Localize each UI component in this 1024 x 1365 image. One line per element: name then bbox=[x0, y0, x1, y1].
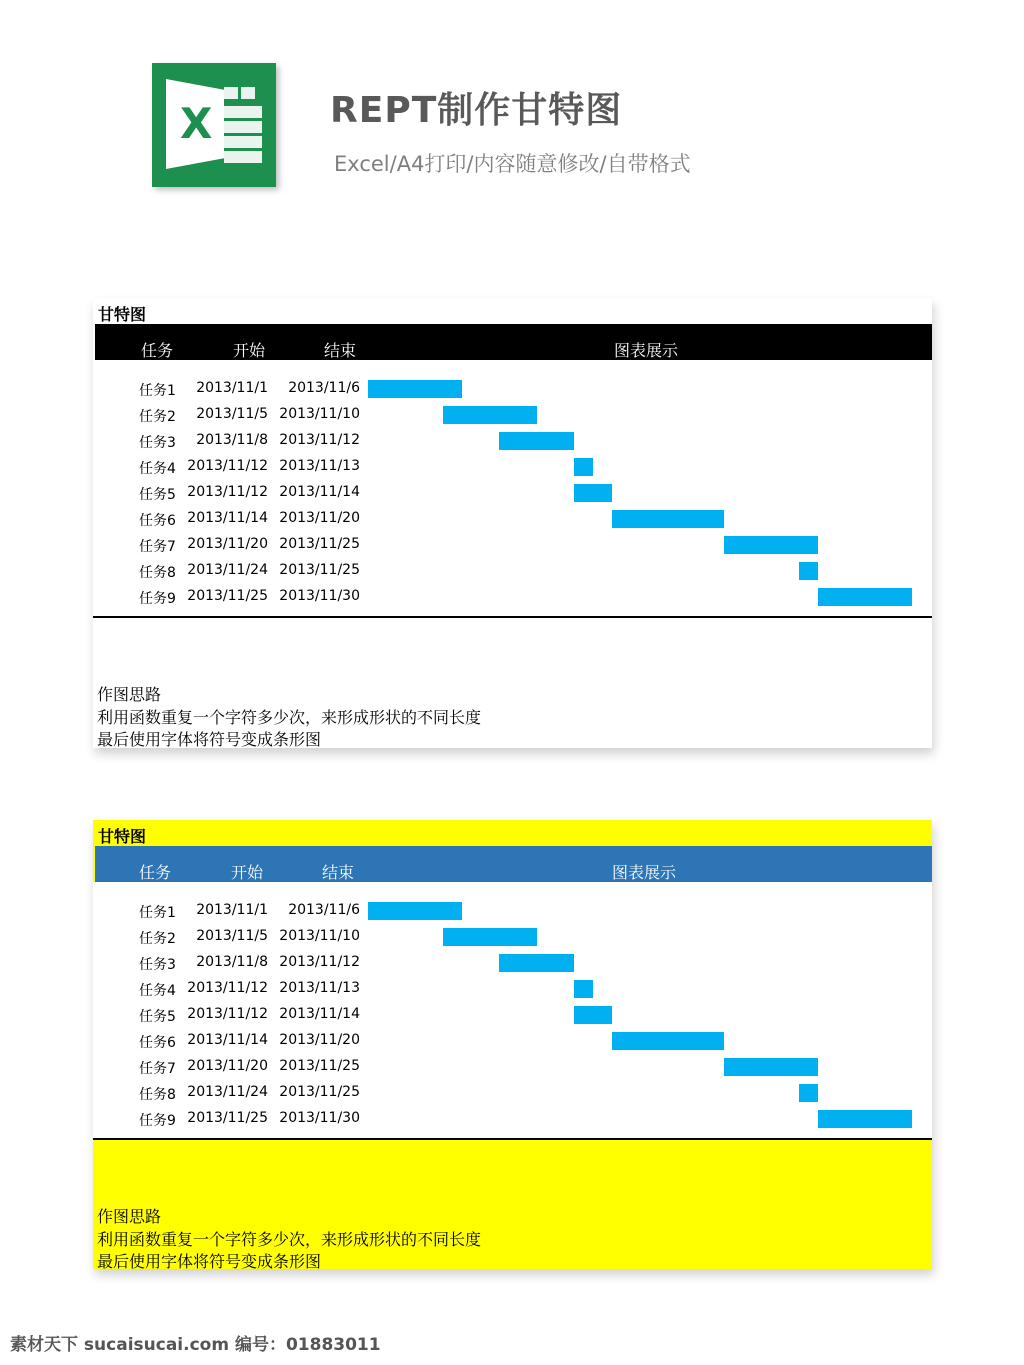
task-start: 2013/11/12 bbox=[187, 458, 268, 474]
task-start: 2013/11/12 bbox=[187, 1006, 268, 1022]
task-end: 2013/11/30 bbox=[279, 1110, 360, 1126]
col-chart-header: 图表展示 bbox=[612, 863, 677, 882]
task-name: 任务9 bbox=[139, 1113, 176, 1129]
table-row bbox=[93, 1104, 932, 1130]
task-name: 任务4 bbox=[139, 461, 176, 477]
gantt-bar bbox=[443, 928, 537, 946]
task-start: 2013/11/5 bbox=[196, 406, 268, 422]
task-end: 2013/11/30 bbox=[279, 588, 360, 604]
gantt-bar bbox=[818, 588, 912, 606]
table-row bbox=[93, 530, 932, 556]
gantt-sheet-black bbox=[93, 298, 932, 748]
task-start: 2013/11/12 bbox=[187, 980, 268, 996]
table-row bbox=[93, 974, 932, 1000]
gantt-bar bbox=[799, 1084, 818, 1102]
task-name: 任务7 bbox=[139, 1061, 176, 1077]
gantt-bar bbox=[818, 1110, 912, 1128]
task-end: 2013/11/20 bbox=[279, 510, 360, 526]
task-end: 2013/11/25 bbox=[279, 1058, 360, 1074]
task-start: 2013/11/8 bbox=[196, 432, 268, 448]
task-start: 2013/11/25 bbox=[187, 588, 268, 604]
note-line: 作图思路 bbox=[97, 1207, 162, 1226]
task-start: 2013/11/12 bbox=[187, 484, 268, 500]
gantt-table bbox=[93, 882, 932, 1140]
note-line: 最后使用字体将符号变成条形图 bbox=[97, 1252, 322, 1271]
logo-letter: X bbox=[180, 99, 213, 148]
task-name: 任务4 bbox=[139, 983, 176, 999]
note-line: 利用函数重复一个字符多少次，来形成形状的不同长度 bbox=[97, 1229, 482, 1249]
table-row bbox=[93, 400, 932, 426]
task-end: 2013/11/10 bbox=[279, 928, 360, 944]
task-start: 2013/11/20 bbox=[187, 536, 268, 552]
task-start: 2013/11/24 bbox=[187, 562, 268, 578]
task-start: 2013/11/1 bbox=[196, 902, 268, 918]
gantt-bar bbox=[499, 954, 574, 972]
excel-logo-icon bbox=[152, 63, 276, 187]
task-start: 2013/11/20 bbox=[187, 1058, 268, 1074]
gantt-bar bbox=[724, 536, 818, 554]
column-header-bar bbox=[95, 324, 932, 360]
task-end: 2013/11/14 bbox=[279, 1006, 360, 1022]
task-name: 任务1 bbox=[139, 905, 176, 921]
table-row bbox=[93, 426, 932, 452]
table-row bbox=[93, 922, 932, 948]
task-name: 任务5 bbox=[139, 1009, 176, 1025]
gantt-bar bbox=[499, 432, 574, 450]
task-end: 2013/11/6 bbox=[288, 902, 360, 918]
logo-grid-icon bbox=[224, 87, 262, 161]
task-end: 2013/11/12 bbox=[279, 432, 360, 448]
task-name: 任务1 bbox=[139, 383, 176, 399]
task-start: 2013/11/24 bbox=[187, 1084, 268, 1100]
table-row bbox=[93, 948, 932, 974]
gantt-bar bbox=[574, 484, 612, 502]
gantt-bar bbox=[574, 980, 593, 998]
task-name: 任务3 bbox=[139, 435, 176, 451]
col-end-header: 结束 bbox=[324, 341, 357, 360]
col-task-header: 任务 bbox=[141, 341, 174, 360]
table-row bbox=[93, 1078, 932, 1104]
task-start: 2013/11/5 bbox=[196, 928, 268, 944]
note-line: 利用函数重复一个字符多少次，来形成形状的不同长度 bbox=[97, 707, 482, 727]
gantt-table bbox=[93, 360, 932, 618]
task-name: 任务9 bbox=[139, 591, 176, 607]
table-row bbox=[93, 452, 932, 478]
table-row bbox=[93, 1026, 932, 1052]
gantt-bar bbox=[574, 1006, 612, 1024]
table-row bbox=[93, 374, 932, 400]
table-row bbox=[93, 478, 932, 504]
task-name: 任务8 bbox=[139, 565, 176, 581]
note-line: 最后使用字体将符号变成条形图 bbox=[97, 730, 322, 749]
task-name: 任务5 bbox=[139, 487, 176, 503]
task-start: 2013/11/14 bbox=[187, 510, 268, 526]
gantt-bar bbox=[799, 562, 818, 580]
col-task-header: 任务 bbox=[139, 863, 172, 882]
task-start: 2013/11/1 bbox=[196, 380, 268, 396]
table-row bbox=[93, 896, 932, 922]
watermark: 素材天下 sucaisucai.com 编号：01883011 bbox=[10, 1335, 381, 1355]
task-end: 2013/11/20 bbox=[279, 1032, 360, 1048]
col-end-header: 结束 bbox=[322, 863, 355, 882]
gantt-bar bbox=[724, 1058, 818, 1076]
sheet-caption: 甘特图 bbox=[98, 827, 147, 846]
table-row bbox=[93, 504, 932, 530]
task-name: 任务7 bbox=[139, 539, 176, 555]
gantt-bar bbox=[574, 458, 593, 476]
task-name: 任务2 bbox=[139, 931, 176, 947]
task-end: 2013/11/13 bbox=[279, 980, 360, 996]
col-start-header: 开始 bbox=[233, 341, 266, 360]
page-subtitle: Excel/A4打印/内容随意修改/自带格式 bbox=[334, 152, 691, 176]
col-start-header: 开始 bbox=[231, 863, 264, 882]
task-end: 2013/11/25 bbox=[279, 562, 360, 578]
page-title: REPT制作甘特图 bbox=[330, 90, 623, 131]
gantt-bar bbox=[368, 380, 462, 398]
col-chart-header: 图表展示 bbox=[614, 341, 679, 360]
table-row bbox=[93, 1052, 932, 1078]
task-name: 任务8 bbox=[139, 1087, 176, 1103]
task-end: 2013/11/12 bbox=[279, 954, 360, 970]
task-name: 任务2 bbox=[139, 409, 176, 425]
table-row bbox=[93, 582, 932, 608]
task-end: 2013/11/10 bbox=[279, 406, 360, 422]
column-header-bar bbox=[95, 846, 932, 884]
task-name: 任务6 bbox=[139, 1035, 176, 1051]
note-line: 作图思路 bbox=[97, 685, 162, 704]
table-row bbox=[93, 556, 932, 582]
notes bbox=[97, 1206, 481, 1274]
task-name: 任务3 bbox=[139, 957, 176, 973]
task-end: 2013/11/25 bbox=[279, 536, 360, 552]
gantt-bar bbox=[443, 406, 537, 424]
task-name: 任务6 bbox=[139, 513, 176, 529]
table-row bbox=[93, 1000, 932, 1026]
task-start: 2013/11/25 bbox=[187, 1110, 268, 1126]
task-end: 2013/11/13 bbox=[279, 458, 360, 474]
task-start: 2013/11/14 bbox=[187, 1032, 268, 1048]
gantt-bar bbox=[612, 1032, 725, 1050]
notes bbox=[97, 684, 481, 752]
task-end: 2013/11/25 bbox=[279, 1084, 360, 1100]
task-end: 2013/11/14 bbox=[279, 484, 360, 500]
task-end: 2013/11/6 bbox=[288, 380, 360, 396]
task-start: 2013/11/8 bbox=[196, 954, 268, 970]
gantt-bar bbox=[612, 510, 725, 528]
gantt-bar bbox=[368, 902, 462, 920]
gantt-sheet-yellow bbox=[93, 820, 932, 1269]
sheet-caption: 甘特图 bbox=[98, 305, 147, 324]
